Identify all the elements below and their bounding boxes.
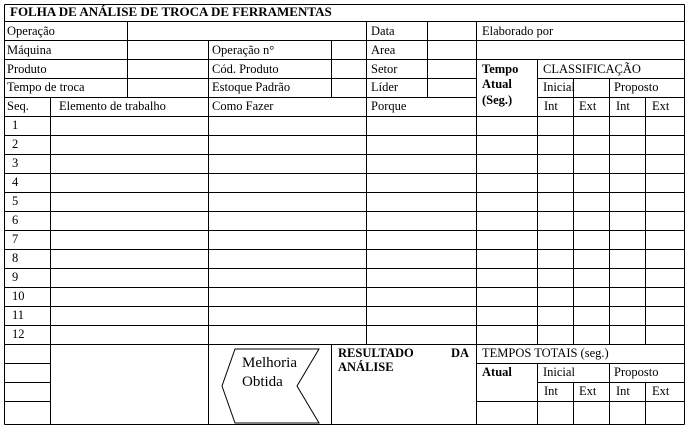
footer-atual-label: Atual (482, 365, 512, 379)
proposto-label: Proposto (614, 80, 659, 94)
row-number: 6 (12, 213, 19, 227)
analise-label: ANÁLISE (338, 360, 394, 374)
setor-label: Setor (371, 62, 398, 76)
resultado-label: RESULTADO (338, 346, 414, 360)
proposto-int-label: Int (616, 99, 630, 113)
cod-produto-label: Cód. Produto (212, 62, 279, 76)
footer-inicial-int-label: Int (544, 384, 558, 398)
row-number: 4 (12, 175, 19, 189)
inicial-label: Inicial (543, 80, 575, 94)
tempo-atual-label-3: (Seg.) (482, 93, 513, 107)
row-number: 11 (12, 308, 25, 322)
analysis-form (4, 4, 685, 425)
tempo-atual-label-1: Tempo (482, 62, 519, 76)
tempos-totais-label: TEMPOS TOTAIS (seg.) (482, 346, 609, 360)
melhoria-label-1: Melhoria (242, 355, 297, 371)
row-number: 8 (12, 251, 19, 265)
como-fazer-header: Como Fazer (212, 99, 274, 113)
da-label: DA (451, 346, 470, 360)
proposto-ext-label: Ext (652, 99, 670, 113)
tempo-troca-label: Tempo de troca (7, 80, 85, 94)
row-number: 12 (12, 327, 25, 341)
footer-proposto-ext-label: Ext (652, 384, 670, 398)
row-number: 3 (12, 156, 19, 170)
tempo-atual-label-2: Atual (482, 77, 512, 91)
row-number: 10 (12, 289, 25, 303)
operacao-label: Operação (7, 24, 55, 38)
porque-header: Porque (371, 99, 407, 113)
footer-inicial-label: Inicial (543, 365, 575, 379)
data-label: Data (371, 24, 395, 38)
row-number: 1 (12, 118, 19, 132)
row-number: 9 (12, 270, 19, 284)
produto-label: Produto (7, 62, 47, 76)
classificacao-label: CLASSIFICAÇÃO (543, 62, 641, 76)
operacao-no-label: Operação n° (212, 43, 275, 57)
estoque-padrao-label: Estoque Padrão (212, 80, 291, 94)
elaborado-por-label: Elaborado por (482, 24, 554, 38)
inicial-int-label: Int (544, 99, 558, 113)
form-title: FOLHA DE ANÁLISE DE TROCA DE FERRAMENTAS (10, 4, 332, 19)
seq-header: Seq. (7, 99, 29, 113)
maquina-label: Máquina (7, 43, 52, 57)
footer-inicial-ext-label: Ext (579, 384, 597, 398)
lider-label: Líder (371, 80, 399, 94)
melhoria-label-2: Obtida (242, 374, 283, 390)
row-number: 2 (12, 137, 19, 151)
row-number: 5 (12, 194, 19, 208)
area-label: Area (371, 43, 396, 57)
footer-proposto-label: Proposto (614, 365, 659, 379)
inicial-ext-label: Ext (579, 99, 597, 113)
footer-proposto-int-label: Int (616, 384, 630, 398)
row-number: 7 (12, 232, 19, 246)
elemento-header: Elemento de trabalho (59, 99, 166, 113)
